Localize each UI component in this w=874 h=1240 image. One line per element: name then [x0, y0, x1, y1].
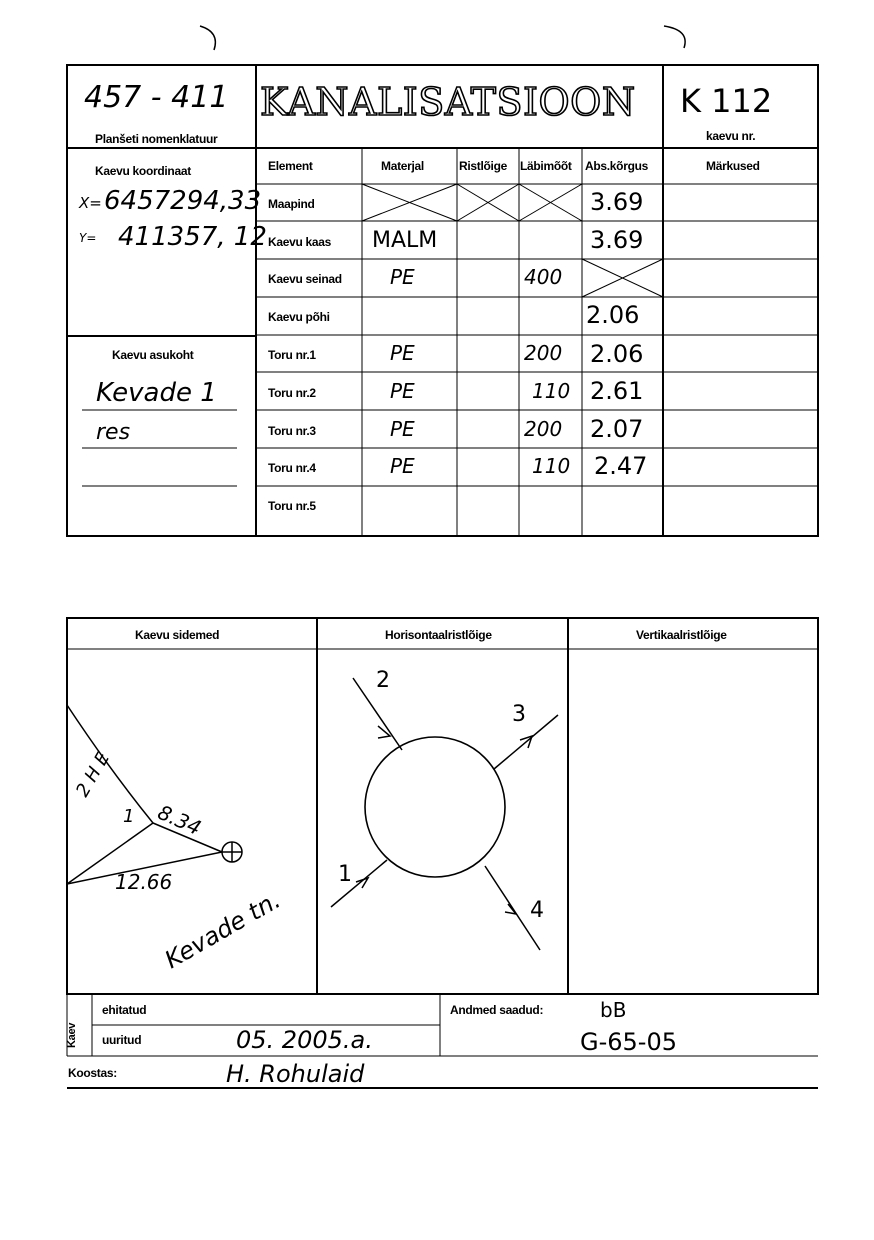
- row-height: 2.06: [590, 340, 644, 368]
- col-header-element: Element: [268, 159, 313, 173]
- location-label: Kaevu asukoht: [112, 348, 194, 362]
- sketch-distance-a: 8.34: [154, 800, 205, 841]
- col-header-height: Abs.kõrgus: [585, 159, 649, 173]
- row-element: Kaevu seinad: [268, 272, 342, 286]
- measured-value: 05. 2005.a.: [236, 1026, 373, 1054]
- col-header-notes: Märkused: [706, 159, 760, 173]
- measured-label: uuritud: [102, 1033, 142, 1047]
- row-element: Toru nr.2: [268, 386, 316, 400]
- row-diameter: 110: [532, 379, 571, 403]
- col-header-section: Ristlõige: [459, 159, 507, 173]
- location-line2: res: [96, 420, 131, 445]
- row-element: Toru nr.4: [268, 461, 316, 475]
- row-height: 2.47: [594, 452, 648, 480]
- row-material: PE: [390, 417, 415, 441]
- row-diameter: 200: [524, 341, 563, 365]
- row-material: PE: [390, 379, 415, 403]
- footer-side-label: Kaev: [66, 1022, 78, 1048]
- data-value-2: G-65-05: [580, 1028, 677, 1056]
- sketch-street-name: Kevade tn.: [160, 885, 286, 975]
- row-element: Kaevu kaas: [268, 235, 332, 249]
- pipe-number: 2: [376, 668, 390, 693]
- row-element: Kaevu põhi: [268, 310, 330, 324]
- col-header-diameter: Läbimõõt: [520, 159, 572, 173]
- well-number: K 112: [680, 82, 773, 120]
- built-label: ehitatud: [102, 1003, 147, 1017]
- sketch-label-top: 2 H E: [72, 748, 115, 801]
- col-header-vertical: Vertikaalristlõige: [636, 628, 727, 642]
- plan-label: Planšeti nomenklatuur: [95, 132, 218, 146]
- page-title: KANALISATSIOON: [260, 80, 636, 124]
- col-header-well-links: Kaevu sidemed: [135, 628, 220, 642]
- compiled-label: Koostas:: [68, 1066, 117, 1080]
- data-label: Andmed saadud:: [450, 1003, 544, 1017]
- row-material: PE: [390, 265, 415, 289]
- row-material: PE: [390, 454, 415, 478]
- row-height: 2.61: [590, 377, 644, 405]
- row-element: Toru nr.3: [268, 424, 316, 438]
- well-label: kaevu nr.: [706, 129, 756, 143]
- pipe-number: 3: [512, 702, 526, 727]
- row-element: Maapind: [268, 197, 315, 211]
- row-material: MALM: [372, 228, 438, 253]
- row-diameter: 110: [532, 454, 571, 478]
- sketch-label-1: 1: [123, 806, 135, 827]
- col-header-material: Materjal: [381, 159, 424, 173]
- row-height: 2.06: [586, 301, 640, 329]
- row-height: 3.69: [590, 226, 644, 254]
- y-prefix: Y=: [79, 231, 97, 245]
- pipe-number: 1: [338, 862, 352, 887]
- x-prefix: X=: [79, 194, 102, 212]
- row-height: 3.69: [590, 188, 644, 216]
- y-value: 411357, 12: [118, 222, 267, 252]
- row-diameter: 200: [524, 417, 563, 441]
- data-value-1: bB: [600, 998, 627, 1022]
- row-material: PE: [390, 341, 415, 365]
- row-diameter: 400: [524, 265, 563, 289]
- location-line1: Kevade 1: [96, 378, 217, 408]
- row-height: 2.07: [590, 415, 644, 443]
- coords-label: Kaevu koordinaat: [95, 164, 191, 178]
- row-element: Toru nr.1: [268, 348, 316, 362]
- col-header-horizontal: Horisontaalristlõige: [385, 628, 492, 642]
- sketch-distance-b: 12.66: [115, 870, 173, 894]
- row-element: Toru nr.5: [268, 499, 316, 513]
- pipe-number: 4: [530, 898, 544, 923]
- x-value: 6457294,33: [104, 186, 262, 216]
- compiled-value: H. Rohulaid: [226, 1060, 365, 1088]
- plan-number: 457 - 411: [84, 80, 229, 115]
